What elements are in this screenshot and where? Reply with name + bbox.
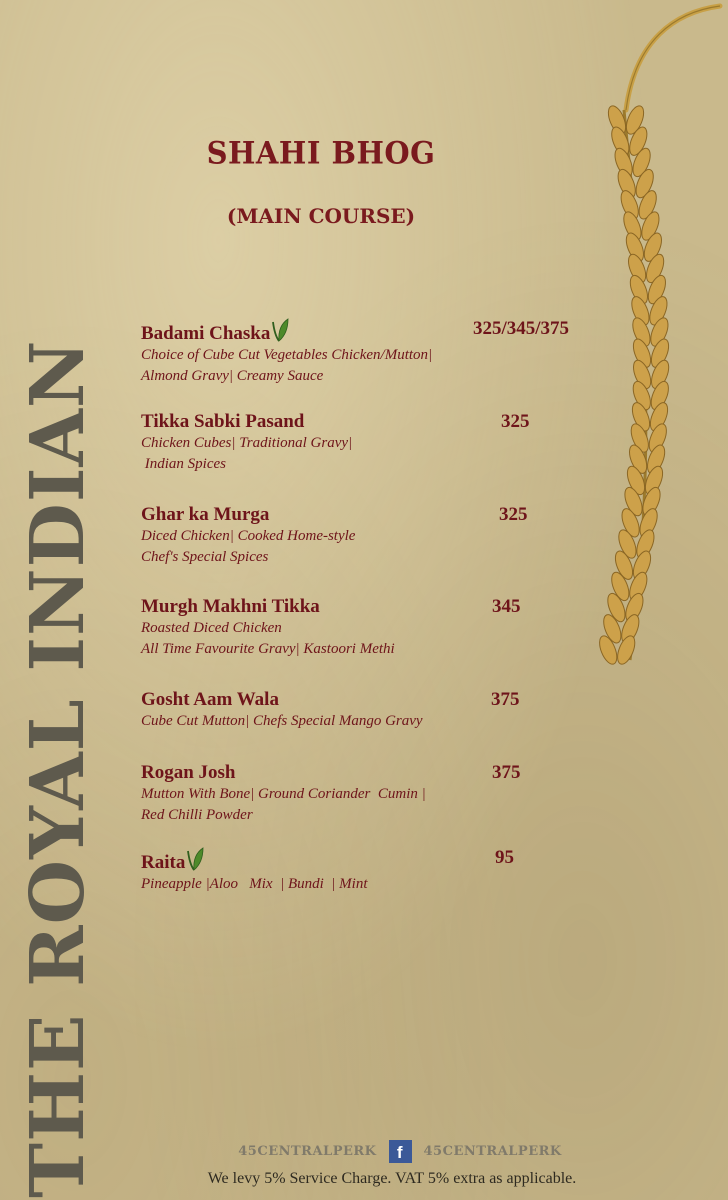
- menu-item: [141, 762, 601, 826]
- menu-item-name: Badami Chaska: [141, 323, 271, 344]
- menu-item: [141, 596, 601, 660]
- menu-item-description: Red Chilli Powder: [141, 807, 253, 823]
- menu-item-description: Chef's Special Spices: [141, 549, 269, 565]
- menu-item: [141, 318, 601, 387]
- menu-item-name: Murgh Makhni Tikka: [141, 596, 320, 617]
- section-title: SHAHI BHOG: [206, 135, 436, 171]
- facebook-icon: f: [389, 1140, 412, 1163]
- menu-item-description: Diced Chicken| Cooked Home-style: [141, 528, 356, 544]
- menu-item-name: Tikka Sabki Pasand: [141, 411, 305, 432]
- brand-name: THE ROYAL INDIAN: [15, 339, 101, 1198]
- menu-item: [141, 847, 601, 895]
- menu-item-price: 375: [492, 762, 521, 783]
- menu-item-price: 345: [492, 596, 521, 617]
- menu-item-name: Rogan Josh: [141, 762, 236, 783]
- menu-item-name: Raita: [141, 852, 186, 873]
- leaf-icon: [186, 847, 204, 871]
- social-row: [0, 1140, 728, 1163]
- leaf-icon: [271, 318, 289, 342]
- menu-item-price: 375: [491, 689, 520, 710]
- menu-item: [141, 504, 601, 568]
- menu-item-price: 325: [499, 504, 528, 525]
- menu-item-description: Chicken Cubes| Traditional Gravy|: [141, 435, 353, 451]
- menu-item-description: All Time Favourite Gravy| Kastoori Methi: [141, 641, 395, 657]
- menu-item-description: Cube Cut Mutton| Chefs Special Mango Gravy: [141, 713, 423, 729]
- menu-item-description: Almond Gravy| Creamy Sauce: [141, 368, 324, 384]
- social-handle: 45CENTRALPERK: [238, 1144, 377, 1159]
- menu-item-description: Indian Spices: [141, 456, 226, 472]
- menu-item: [141, 689, 601, 732]
- section-subtitle: (MAIN COURSE): [226, 204, 416, 228]
- menu-item-description: Mutton With Bone| Ground Coriander Cumin |: [141, 786, 426, 802]
- menu-item-name: Ghar ka Murga: [141, 504, 270, 525]
- menu-item-description: Roasted Diced Chicken: [141, 620, 282, 636]
- menu-item-description: Pineapple |Aloo Mix | Bundi | Mint: [141, 876, 368, 892]
- menu-item-price: 325/345/375: [473, 318, 570, 339]
- wheat-stalk-icon: [580, 0, 728, 670]
- menu-item-name: Gosht Aam Wala: [141, 689, 279, 710]
- menu-item-description: Choice of Cube Cut Vegetables Chicken/Mutton|: [141, 347, 433, 363]
- social-handle: 45CENTRALPERK: [423, 1144, 562, 1159]
- footer-note: We levy 5% Service Charge. VAT 5% extra as applicable.: [207, 1170, 577, 1187]
- menu-item-price: 325: [501, 411, 530, 432]
- menu-item-price: 95: [495, 847, 514, 868]
- menu-item: [141, 411, 601, 475]
